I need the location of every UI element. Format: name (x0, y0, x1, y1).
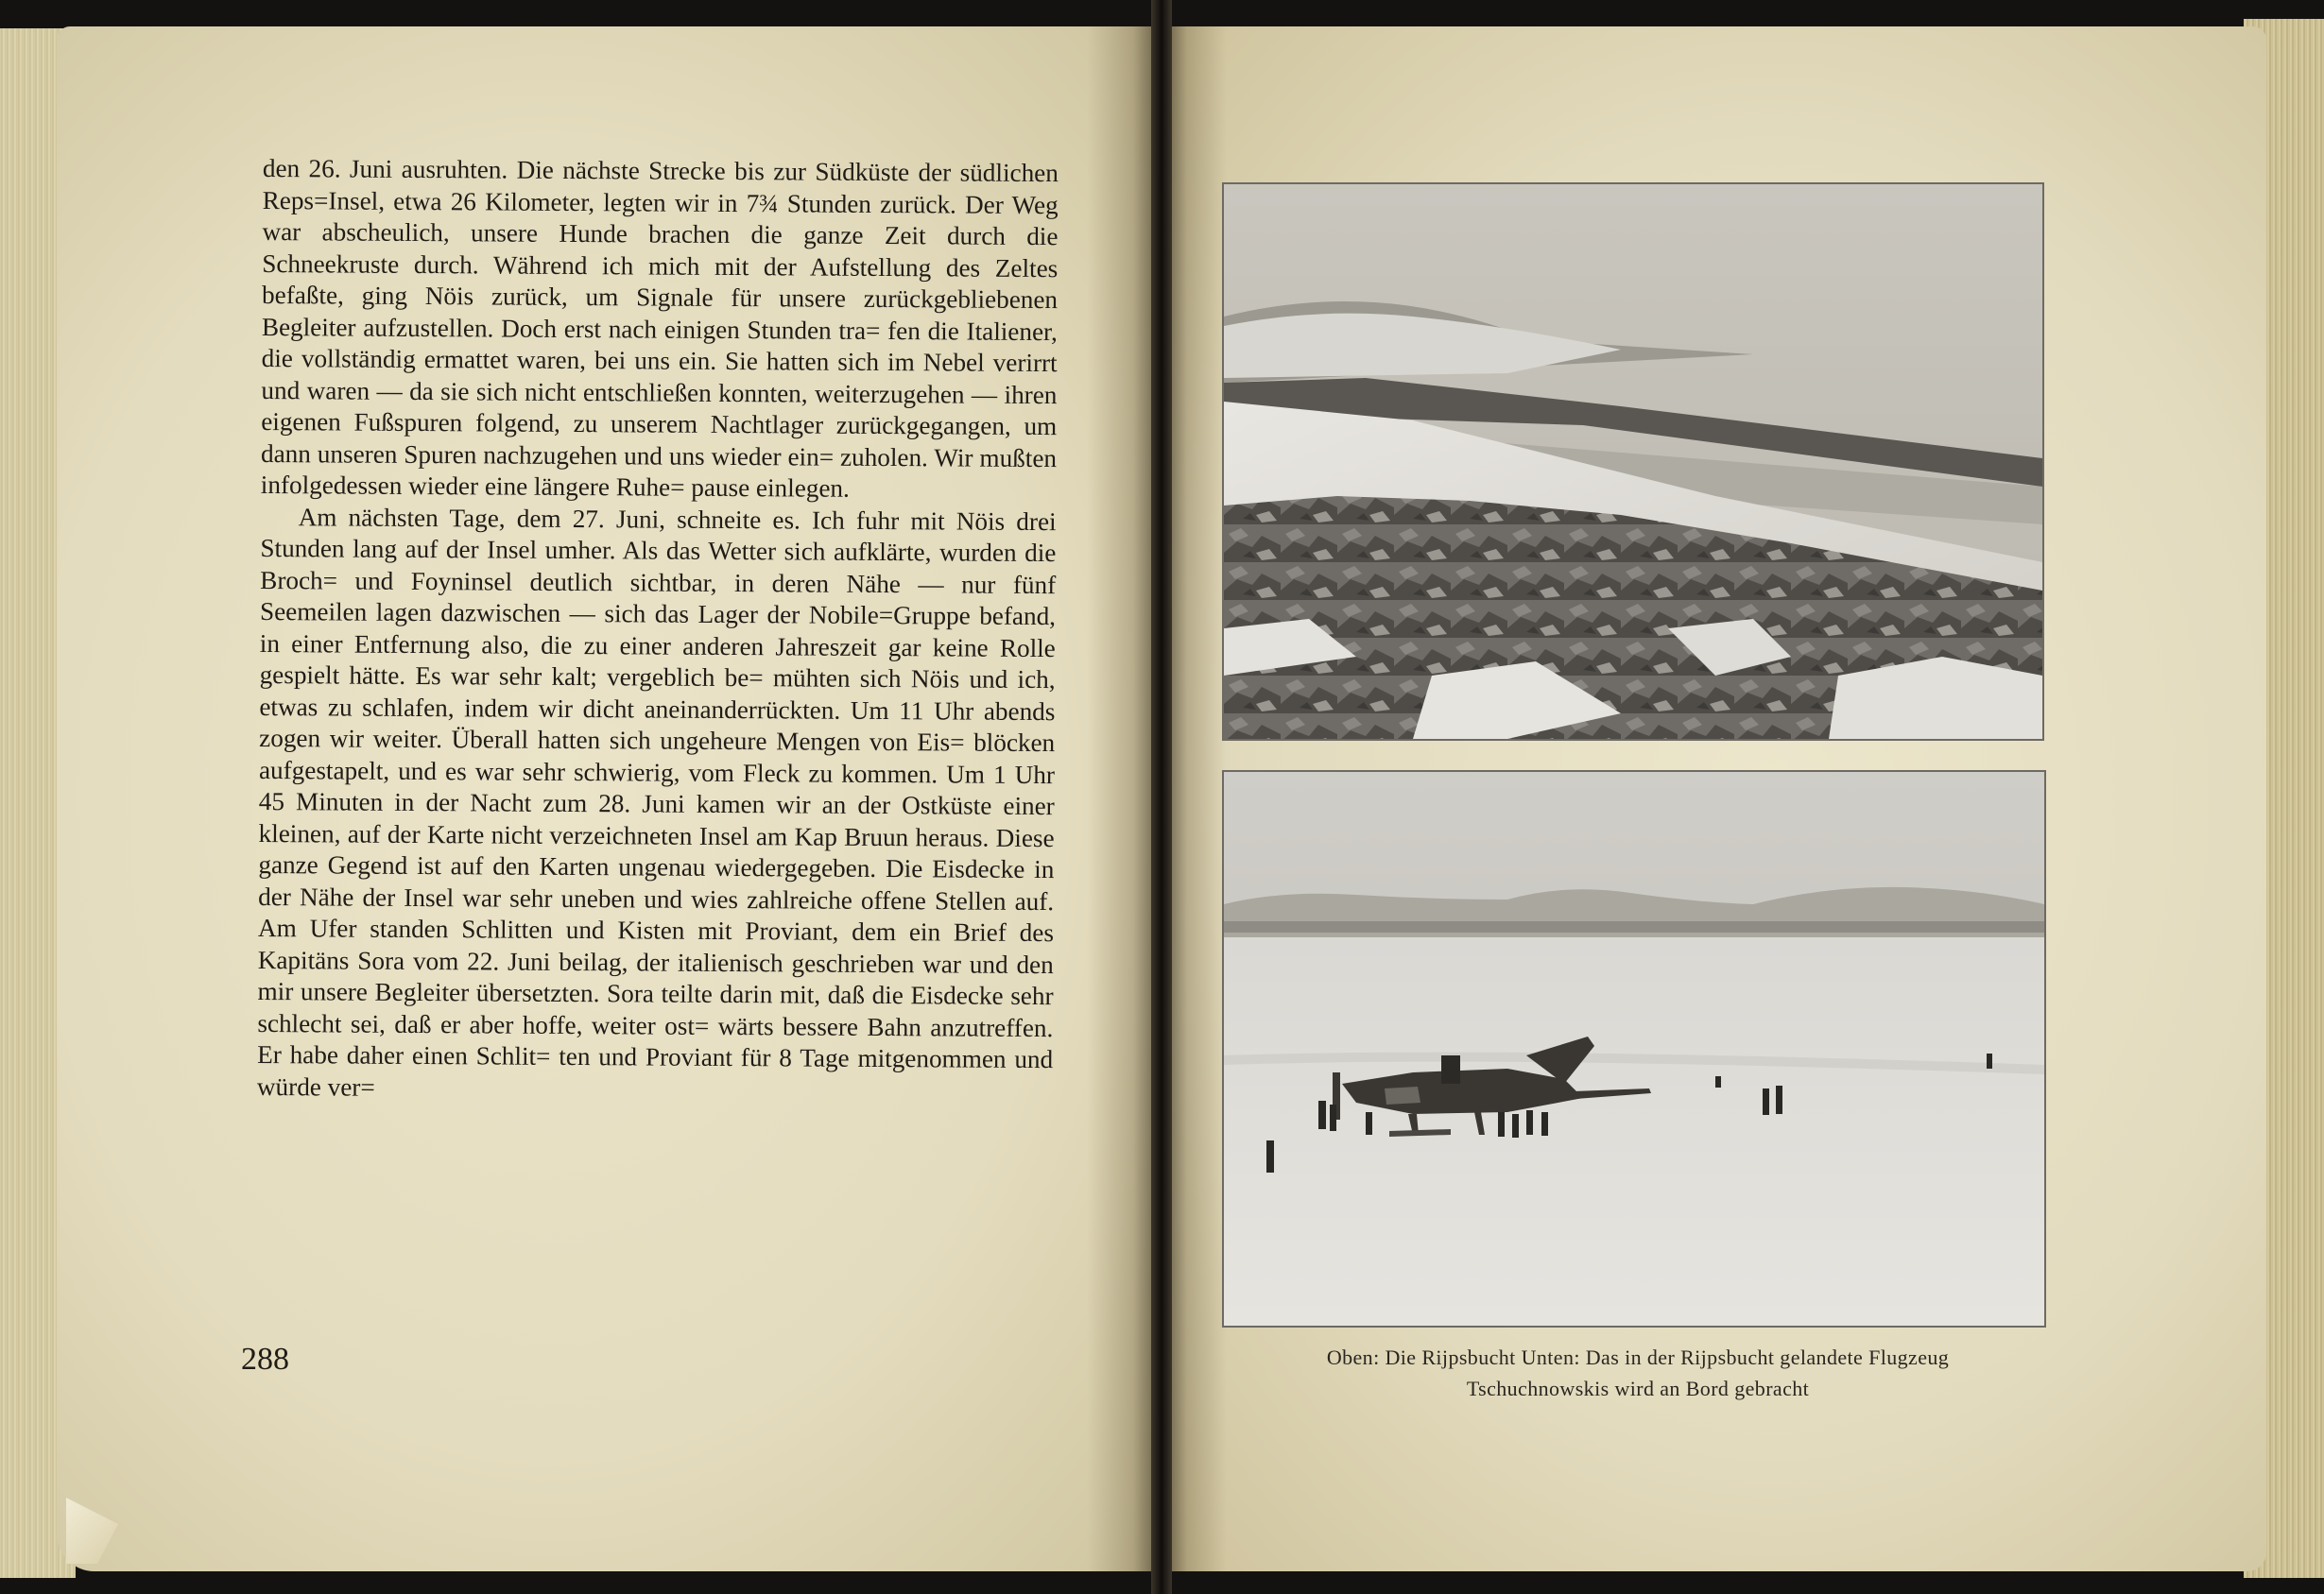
photo-rijpsbucht-coast-image (1224, 184, 2042, 739)
photo-landed-aircraft-image (1224, 772, 2044, 1326)
page-number: 288 (241, 1342, 289, 1377)
book-spine (1151, 0, 1172, 1594)
caption-line: Oben: Die Rijpsbucht Unten: Das in der Rijpsbucht gelandete Flugzeug (1326, 1345, 1950, 1369)
photo-rijpsbucht-coast (1222, 182, 2044, 741)
gutter-shadow (1087, 26, 1153, 1571)
caption-line: Tschuchnowskis wird an Bord gebracht (1466, 1377, 1810, 1400)
paragraph: Am nächsten Tage, dem 27. Juni, schneite es. Ich fuhr mit Nöis drei Stunden lang auf der Insel umher. Als das Wetter sich aufklärte, wurden die Broch= und Foyninsel deutlich sichtbar, in deren Nähe — nur fünf Seemeilen lagen dazwischen — sich das Lager der Nobile=Gruppe befand, in einer Entfernung also, die zu einer anderen Jahreszeit gar keine Rolle gespielt hätte. Es war sehr kalt; vergeblich be= mühten sich Nöis und ich, etwas zu schlafen, indem wir dicht aneinanderrückten. Um 11 Uhr abends zogen wir weiter. Überall hatten sich ungeheure Mengen von Eis= blöcken aufgestapelt, und es war sehr schwierig, vom Fleck zu kommen. Um 1 Uhr 45 Minuten in der Nacht zum 28. Juni kamen wir an der Ostküste einer kleinen, auf der Karte nicht verzeichneten Insel am Kap Bruun heraus. Diese ganze Gegend ist auf den Karten ungenau wiedergegeben. Die Eisdecke in der Nähe der Insel war sehr uneben und wies zahlreiche offene Stellen auf. Am Ufer standen Schlitten und Kisten mit Proviant, dem ein Brief des Kapitäns Sora vom 22. Juni beilag, der italienisch geschrieben war und den mir unsere Begleiter übersetzten. Sora teilte darin mit, daß die Eisdecke sehr schlecht sei, daß er aber hoffe, weiter ost= wärts bessere Bahn anzutreffen. Er habe daher einen Schlit= ten und Proviant für 8 Tage mitgenommen und würde ver= (256, 502, 1057, 1102)
photo-landed-aircraft (1222, 770, 2046, 1328)
paragraph: den 26. Juni ausruhten. Die nächste Strecke bis zur Südküste der südlichen Reps=Insel, etwa 26 Kilometer, legten wir in 7¾ Stunden zurück. Der Weg war abscheulich, unsere Hunde brachen die ganze Zeit durch die Schneekruste durch. Während ich mich mit der Aufstellung des Zeltes befaßte, ging Nöis zurück, um Signale für unsere zurückgebliebenen Begleiter aufzustellen. Doch erst nach einigen Stunden tra= fen die Italiener, die vollständig ermattet waren, bei uns ein. Sie hatten sich im Nebel verirrt und waren — da sie sich nicht entschließen konnten, weiterzugehen — ihren eigenen Fußspuren folgend, zu unserem Nachtlager zurückgegangen, um dann unseren Spuren nachzugehen und uns wieder ein= zuholen. Wir mußten infolgedessen wieder eine längere Ruhe= pause einlegen. (260, 153, 1059, 503)
gutter-shadow (1170, 26, 1227, 1571)
photo-caption (1227, 1342, 2049, 1404)
body-text (257, 153, 1059, 1107)
